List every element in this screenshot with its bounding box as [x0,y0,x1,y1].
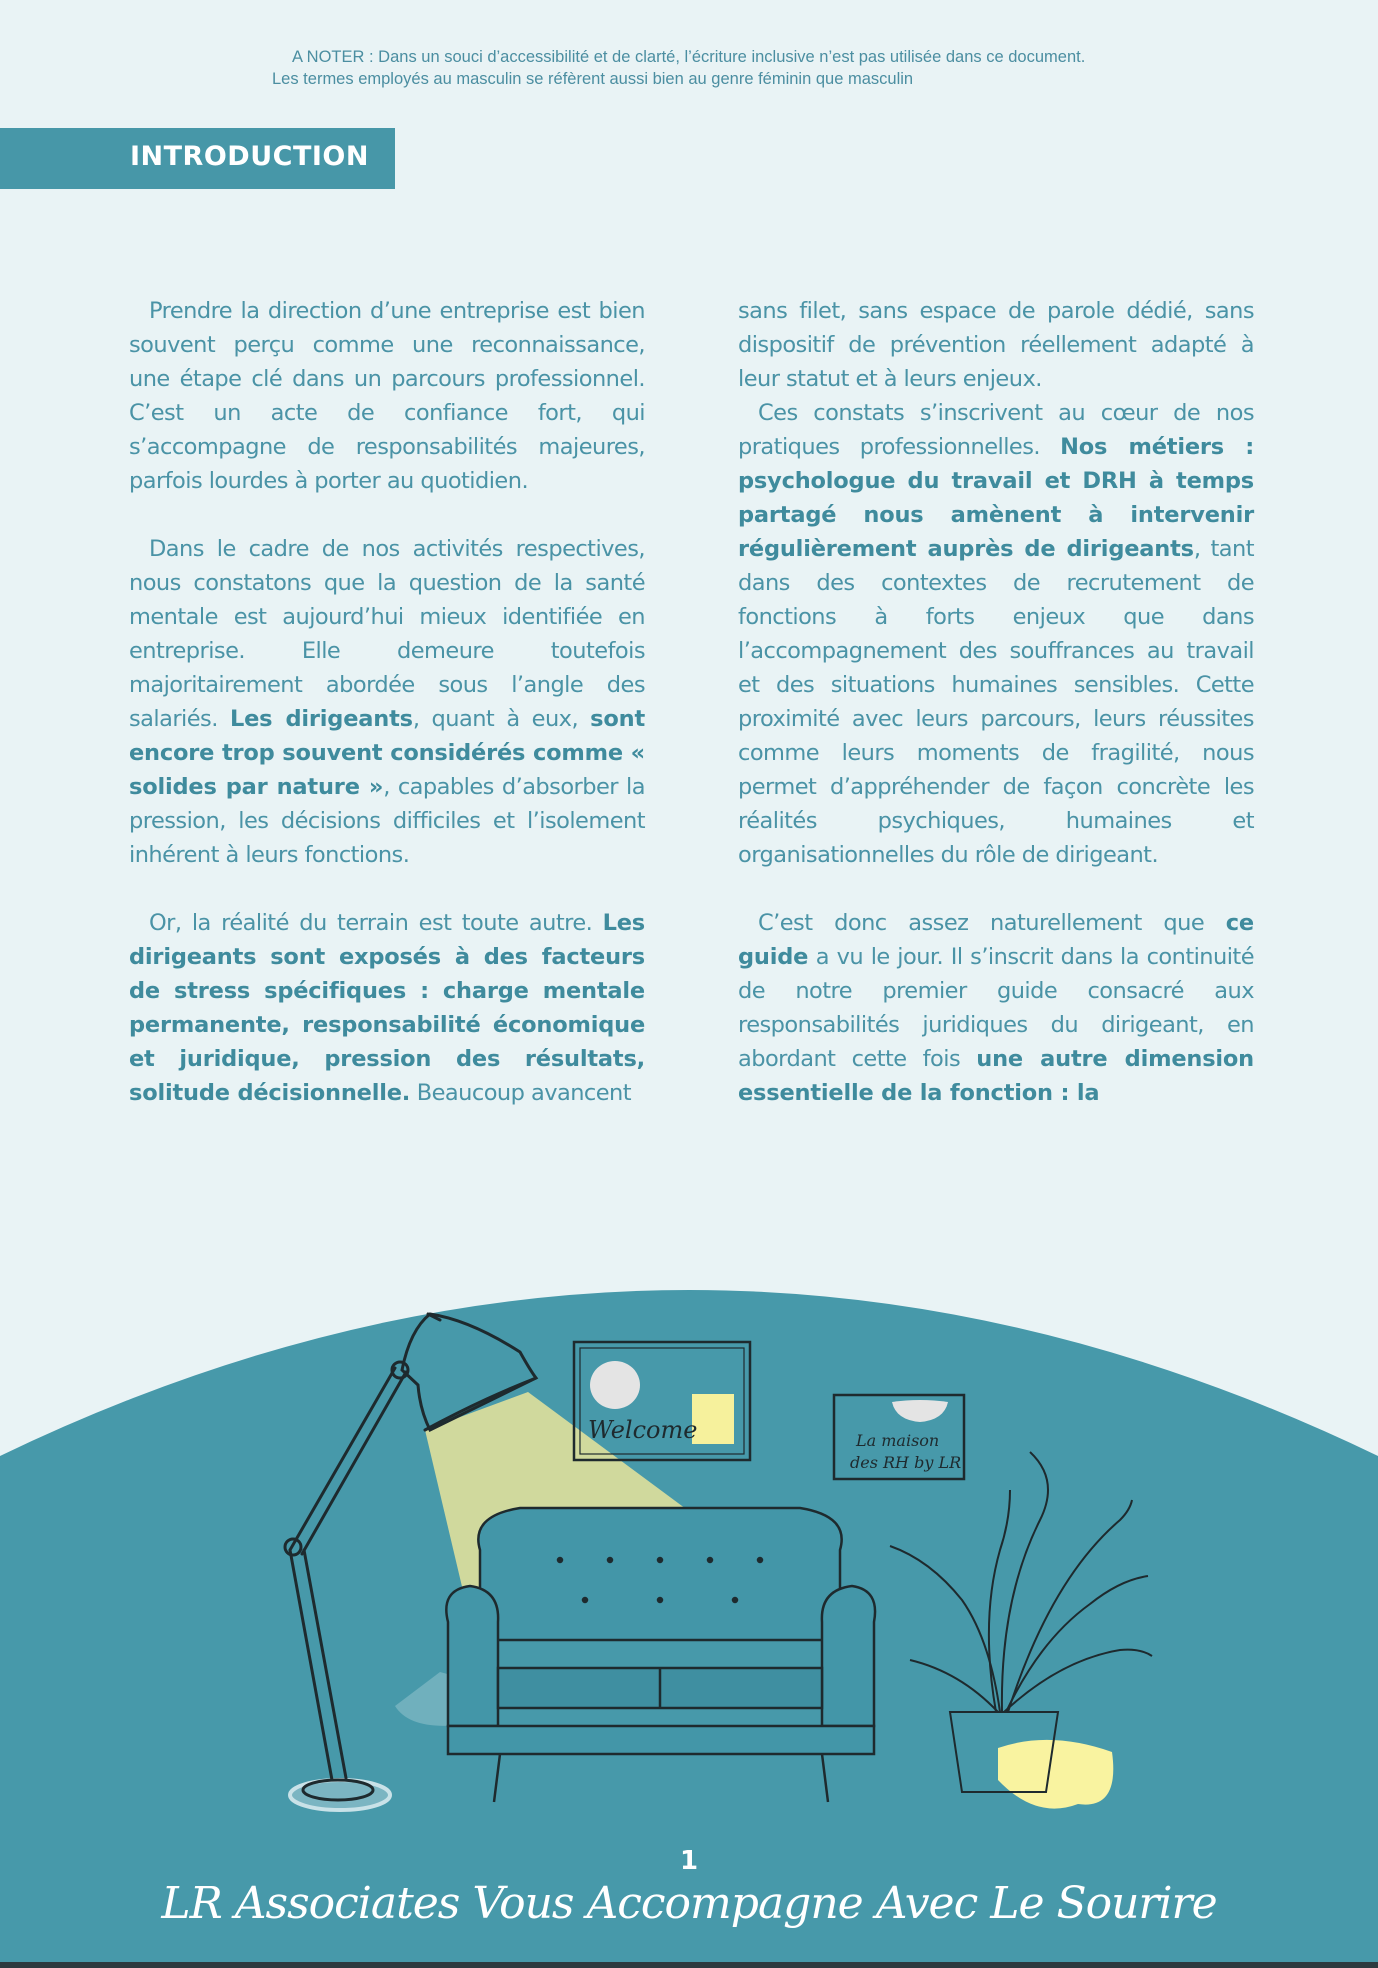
text-run: , capables d’absorber la pression, les décisions difficiles et l’isolement inhérent à leurs fonctions. [129,774,645,868]
left-column [129,294,645,1110]
text-run: Ces constats s’inscrivent au cœur de nos pratiques professionnelles. [738,400,1254,460]
note-line-1: A NOTER : Dans un souci d’accessibilité et de clarté, l’écriture inclusive n’est pas utilisée dans ce document. [292,48,1086,66]
emphasis-text: Nos métiers : psychologue du travail et DRH à temps partagé nous amènent à intervenir régulièrement auprès de dirigeants [738,434,1254,562]
note-line-2: Les termes employés au masculin se réfèrent aussi bien au genre féminin que masculin [272,70,914,88]
text-run: , quant à eux, [412,706,591,732]
accessibility-note [0,46,1378,90]
emphasis-text: une autre dimension essentielle de la fonction : la [738,1046,1254,1106]
text-run: , tant dans des contextes de recrutement de fonctions à forts enjeux que dans l’accompagnement des souffrances au travail et des situations humaines sensibles. Cette proximité avec leurs parcours, leurs réussites comme leurs moments de fragilité, nous permet d’appréhender de façon concrète les réalités psychiques, humaines et organisationnelles du rôle de dirigeant. [738,536,1254,868]
footer-slogan: LR Associates Vous Accompagne Avec Le Sourire [161,1878,1217,1929]
emphasis-text: ce guide [738,910,1254,970]
left-paragraph-3 [129,906,645,1110]
frame-brand-line-2: des RH by LR [850,1453,962,1472]
frame-welcome-text: Welcome [588,1416,698,1444]
text-run: C’est donc assez naturellement que [758,910,1226,936]
bottom-border [0,1962,1378,1968]
page-number: 1 [679,1846,699,1876]
frame-brand-line-1: La maison [856,1431,940,1450]
section-title: INTRODUCTION [130,141,369,172]
right-paragraph-1: sans filet, sans espace de parole dédié, sans dispositif de prévention réellement adapté à leur statut et à leurs enjeux. [738,298,1254,392]
text-run: a vu le jour. Il s’inscrit dans la continuité de notre premier guide consacré aux responsabilités juridiques du dirigeant, en abordant cette fois [738,944,1254,1072]
left-paragraph-1: Prendre la direction d’une entreprise est bien souvent perçu comme une reconnaissance, une étape clé dans un parcours professionnel. C’est un acte de confiance fort, qui s’accompagne de responsabilités majeures, parfois lourdes à porter au quotidien. [129,298,645,494]
text-run: Or, la réalité du terrain est toute autre. [149,910,603,936]
right-column [738,294,1254,1110]
text-run: Beaucoup avancent [410,1080,632,1106]
emphasis-text: sont encore trop souvent considérés comme « solides par nature » [129,706,645,800]
left-paragraph-2 [129,532,645,872]
emphasis-text: Les dirigeants [229,706,413,732]
text-run: Dans le cadre de nos activités respectives, nous constatons que la question de la santé mentale est aujourd’hui mieux identifiée en entreprise. Elle demeure toutefois majoritairement abordée sous l’angle des salariés. [129,536,645,732]
right-paragraph-3 [738,906,1254,1110]
right-paragraph-2 [738,396,1254,872]
emphasis-text: Les dirigeants sont exposés à des facteurs de stress spécifiques : charge mentale permanente, responsabilité économique et juridique, pression des résultats, solitude décisionnelle. [129,910,645,1106]
section-header-band [0,128,395,189]
